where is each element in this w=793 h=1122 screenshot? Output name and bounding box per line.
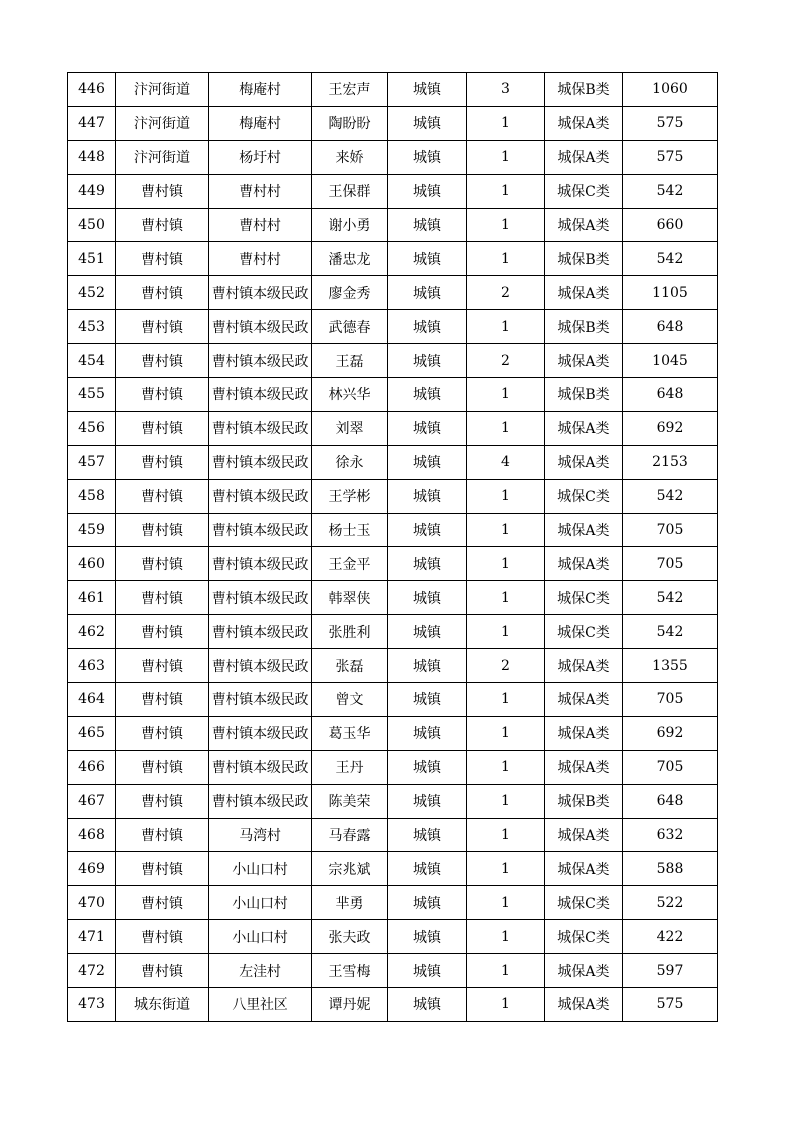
cell-household-count: 1	[467, 411, 545, 445]
table-row	[68, 276, 718, 310]
cell-assistance-class: 城保A类	[545, 106, 623, 140]
cell-street: 汴河街道	[116, 140, 209, 174]
table-row	[68, 784, 718, 818]
cell-amount: 2153	[623, 445, 718, 479]
cell-household-count: 3	[467, 73, 545, 107]
table-row	[68, 818, 718, 852]
cell-household-count: 2	[467, 276, 545, 310]
cell-household-count: 1	[467, 174, 545, 208]
cell-amount: 1355	[623, 649, 718, 683]
cell-area-type: 城镇	[388, 886, 467, 920]
cell-serial-number: 460	[68, 547, 116, 581]
cell-serial-number: 464	[68, 683, 116, 717]
cell-village: 曹村镇本级民政	[209, 344, 312, 378]
cell-area-type: 城镇	[388, 310, 467, 344]
cell-amount: 705	[623, 683, 718, 717]
cell-area-type: 城镇	[388, 73, 467, 107]
cell-village: 曹村村	[209, 174, 312, 208]
cell-street: 曹村镇	[116, 716, 209, 750]
cell-street: 曹村镇	[116, 344, 209, 378]
cell-village: 八里社区	[209, 988, 312, 1022]
cell-assistance-class: 城保A类	[545, 547, 623, 581]
cell-amount: 705	[623, 750, 718, 784]
cell-street: 曹村镇	[116, 174, 209, 208]
cell-name: 谭丹妮	[312, 988, 388, 1022]
cell-serial-number: 462	[68, 615, 116, 649]
cell-name: 王宏声	[312, 73, 388, 107]
cell-village: 曹村镇本级民政	[209, 378, 312, 412]
cell-name: 王丹	[312, 750, 388, 784]
cell-assistance-class: 城保A类	[545, 852, 623, 886]
cell-area-type: 城镇	[388, 106, 467, 140]
cell-area-type: 城镇	[388, 649, 467, 683]
table-row	[68, 378, 718, 412]
cell-name: 徐永	[312, 445, 388, 479]
cell-assistance-class: 城保B类	[545, 242, 623, 276]
table-row	[68, 106, 718, 140]
cell-name: 武德春	[312, 310, 388, 344]
cell-name: 潘忠龙	[312, 242, 388, 276]
cell-assistance-class: 城保A类	[545, 276, 623, 310]
cell-village: 曹村镇本级民政	[209, 716, 312, 750]
cell-serial-number: 456	[68, 411, 116, 445]
cell-assistance-class: 城保A类	[545, 954, 623, 988]
table-row	[68, 73, 718, 107]
cell-street: 曹村镇	[116, 920, 209, 954]
cell-serial-number: 457	[68, 445, 116, 479]
cell-amount: 542	[623, 581, 718, 615]
cell-serial-number: 448	[68, 140, 116, 174]
cell-area-type: 城镇	[388, 716, 467, 750]
cell-amount: 575	[623, 140, 718, 174]
cell-household-count: 1	[467, 106, 545, 140]
cell-street: 曹村镇	[116, 954, 209, 988]
cell-street: 曹村镇	[116, 411, 209, 445]
cell-street: 曹村镇	[116, 615, 209, 649]
cell-street: 曹村镇	[116, 378, 209, 412]
cell-assistance-class: 城保B类	[545, 73, 623, 107]
cell-street: 曹村镇	[116, 683, 209, 717]
cell-name: 王磊	[312, 344, 388, 378]
cell-street: 曹村镇	[116, 852, 209, 886]
cell-street: 曹村镇	[116, 276, 209, 310]
cell-amount: 648	[623, 784, 718, 818]
cell-household-count: 1	[467, 852, 545, 886]
cell-serial-number: 470	[68, 886, 116, 920]
table-row	[68, 547, 718, 581]
cell-household-count: 1	[467, 310, 545, 344]
cell-assistance-class: 城保A类	[545, 683, 623, 717]
cell-amount: 575	[623, 106, 718, 140]
cell-serial-number: 469	[68, 852, 116, 886]
cell-serial-number: 447	[68, 106, 116, 140]
cell-village: 曹村镇本级民政	[209, 479, 312, 513]
cell-name: 杨士玉	[312, 513, 388, 547]
table-row	[68, 140, 718, 174]
cell-area-type: 城镇	[388, 920, 467, 954]
cell-amount: 575	[623, 988, 718, 1022]
table-row	[68, 479, 718, 513]
cell-amount: 422	[623, 920, 718, 954]
cell-amount: 542	[623, 479, 718, 513]
table-row	[68, 716, 718, 750]
cell-household-count: 1	[467, 750, 545, 784]
cell-household-count: 1	[467, 513, 545, 547]
cell-name: 韩翠侠	[312, 581, 388, 615]
cell-name: 谢小勇	[312, 208, 388, 242]
cell-name: 王保群	[312, 174, 388, 208]
cell-village: 曹村镇本级民政	[209, 615, 312, 649]
cell-name: 马春露	[312, 818, 388, 852]
cell-amount: 648	[623, 310, 718, 344]
cell-assistance-class: 城保A类	[545, 140, 623, 174]
table-row	[68, 411, 718, 445]
cell-assistance-class: 城保A类	[545, 513, 623, 547]
cell-amount: 1105	[623, 276, 718, 310]
cell-household-count: 1	[467, 208, 545, 242]
cell-household-count: 1	[467, 784, 545, 818]
cell-village: 左洼村	[209, 954, 312, 988]
table-row	[68, 920, 718, 954]
cell-village: 小山口村	[209, 852, 312, 886]
cell-serial-number: 451	[68, 242, 116, 276]
cell-area-type: 城镇	[388, 581, 467, 615]
cell-name: 芈勇	[312, 886, 388, 920]
cell-household-count: 2	[467, 649, 545, 683]
cell-area-type: 城镇	[388, 547, 467, 581]
cell-name: 葛玉华	[312, 716, 388, 750]
cell-assistance-class: 城保C类	[545, 886, 623, 920]
cell-street: 曹村镇	[116, 310, 209, 344]
cell-name: 张磊	[312, 649, 388, 683]
cell-household-count: 1	[467, 140, 545, 174]
cell-serial-number: 453	[68, 310, 116, 344]
table-row	[68, 344, 718, 378]
cell-street: 曹村镇	[116, 784, 209, 818]
cell-assistance-class: 城保C类	[545, 479, 623, 513]
cell-household-count: 4	[467, 445, 545, 479]
cell-area-type: 城镇	[388, 784, 467, 818]
cell-household-count: 1	[467, 581, 545, 615]
cell-serial-number: 473	[68, 988, 116, 1022]
table-row	[68, 242, 718, 276]
cell-area-type: 城镇	[388, 683, 467, 717]
cell-household-count: 1	[467, 547, 545, 581]
cell-serial-number: 452	[68, 276, 116, 310]
cell-serial-number: 468	[68, 818, 116, 852]
cell-household-count: 2	[467, 344, 545, 378]
cell-assistance-class: 城保A类	[545, 649, 623, 683]
cell-village: 曹村镇本级民政	[209, 547, 312, 581]
table-row	[68, 988, 718, 1022]
cell-village: 杨圩村	[209, 140, 312, 174]
cell-household-count: 1	[467, 818, 545, 852]
table-row	[68, 310, 718, 344]
cell-street: 曹村镇	[116, 513, 209, 547]
cell-village: 曹村镇本级民政	[209, 750, 312, 784]
cell-name: 刘翠	[312, 411, 388, 445]
table-row	[68, 683, 718, 717]
cell-area-type: 城镇	[388, 411, 467, 445]
cell-amount: 705	[623, 547, 718, 581]
cell-assistance-class: 城保A类	[545, 344, 623, 378]
cell-area-type: 城镇	[388, 140, 467, 174]
cell-street: 汴河街道	[116, 73, 209, 107]
table-row	[68, 615, 718, 649]
cell-area-type: 城镇	[388, 276, 467, 310]
cell-amount: 660	[623, 208, 718, 242]
cell-village: 曹村镇本级民政	[209, 276, 312, 310]
cell-amount: 542	[623, 242, 718, 276]
cell-assistance-class: 城保C类	[545, 920, 623, 954]
cell-assistance-class: 城保B类	[545, 784, 623, 818]
cell-street: 曹村镇	[116, 649, 209, 683]
cell-name: 廖金秀	[312, 276, 388, 310]
cell-household-count: 1	[467, 242, 545, 276]
cell-name: 陈美荣	[312, 784, 388, 818]
cell-area-type: 城镇	[388, 750, 467, 784]
table-row	[68, 581, 718, 615]
cell-amount: 705	[623, 513, 718, 547]
cell-household-count: 1	[467, 378, 545, 412]
cell-village: 曹村镇本级民政	[209, 411, 312, 445]
cell-village: 马湾村	[209, 818, 312, 852]
cell-name: 张夫政	[312, 920, 388, 954]
cell-household-count: 1	[467, 886, 545, 920]
table-row	[68, 513, 718, 547]
cell-amount: 692	[623, 716, 718, 750]
cell-amount: 542	[623, 174, 718, 208]
cell-street: 曹村镇	[116, 242, 209, 276]
cell-village: 曹村镇本级民政	[209, 784, 312, 818]
cell-street: 汴河街道	[116, 106, 209, 140]
cell-area-type: 城镇	[388, 174, 467, 208]
cell-village: 曹村镇本级民政	[209, 445, 312, 479]
cell-name: 张胜利	[312, 615, 388, 649]
cell-street: 曹村镇	[116, 445, 209, 479]
cell-assistance-class: 城保C类	[545, 581, 623, 615]
cell-household-count: 1	[467, 988, 545, 1022]
cell-serial-number: 446	[68, 73, 116, 107]
cell-village: 小山口村	[209, 886, 312, 920]
cell-street: 曹村镇	[116, 547, 209, 581]
cell-assistance-class: 城保A类	[545, 445, 623, 479]
cell-serial-number: 472	[68, 954, 116, 988]
cell-serial-number: 449	[68, 174, 116, 208]
cell-serial-number: 459	[68, 513, 116, 547]
cell-serial-number: 461	[68, 581, 116, 615]
cell-serial-number: 465	[68, 716, 116, 750]
cell-serial-number: 463	[68, 649, 116, 683]
cell-amount: 597	[623, 954, 718, 988]
cell-village: 曹村镇本级民政	[209, 513, 312, 547]
cell-village: 梅庵村	[209, 73, 312, 107]
cell-name: 陶盼盼	[312, 106, 388, 140]
table-body	[68, 73, 718, 1022]
cell-assistance-class: 城保C类	[545, 174, 623, 208]
cell-household-count: 1	[467, 920, 545, 954]
cell-village: 曹村村	[209, 242, 312, 276]
cell-assistance-class: 城保A类	[545, 716, 623, 750]
cell-village: 曹村镇本级民政	[209, 649, 312, 683]
cell-name: 王学彬	[312, 479, 388, 513]
cell-amount: 1045	[623, 344, 718, 378]
cell-amount: 1060	[623, 73, 718, 107]
cell-area-type: 城镇	[388, 208, 467, 242]
cell-serial-number: 471	[68, 920, 116, 954]
cell-assistance-class: 城保A类	[545, 818, 623, 852]
table-row	[68, 750, 718, 784]
cell-name: 来娇	[312, 140, 388, 174]
cell-amount: 632	[623, 818, 718, 852]
table-row	[68, 886, 718, 920]
cell-street: 城东街道	[116, 988, 209, 1022]
cell-assistance-class: 城保B类	[545, 378, 623, 412]
cell-area-type: 城镇	[388, 954, 467, 988]
cell-area-type: 城镇	[388, 852, 467, 886]
cell-amount: 522	[623, 886, 718, 920]
cell-serial-number: 467	[68, 784, 116, 818]
cell-name: 宗兆斌	[312, 852, 388, 886]
cell-area-type: 城镇	[388, 818, 467, 852]
cell-name: 王金平	[312, 547, 388, 581]
cell-name: 曾文	[312, 683, 388, 717]
cell-amount: 648	[623, 378, 718, 412]
cell-area-type: 城镇	[388, 513, 467, 547]
cell-household-count: 1	[467, 954, 545, 988]
cell-amount: 692	[623, 411, 718, 445]
cell-village: 曹村镇本级民政	[209, 683, 312, 717]
cell-street: 曹村镇	[116, 886, 209, 920]
cell-village: 梅庵村	[209, 106, 312, 140]
cell-serial-number: 454	[68, 344, 116, 378]
cell-household-count: 1	[467, 479, 545, 513]
table-row	[68, 208, 718, 242]
cell-assistance-class: 城保A类	[545, 750, 623, 784]
cell-area-type: 城镇	[388, 445, 467, 479]
cell-amount: 588	[623, 852, 718, 886]
cell-street: 曹村镇	[116, 818, 209, 852]
cell-street: 曹村镇	[116, 208, 209, 242]
cell-household-count: 1	[467, 716, 545, 750]
cell-serial-number: 455	[68, 378, 116, 412]
table-row	[68, 852, 718, 886]
cell-area-type: 城镇	[388, 479, 467, 513]
cell-assistance-class: 城保A类	[545, 988, 623, 1022]
cell-household-count: 1	[467, 615, 545, 649]
cell-area-type: 城镇	[388, 242, 467, 276]
cell-street: 曹村镇	[116, 581, 209, 615]
cell-assistance-class: 城保C类	[545, 615, 623, 649]
cell-serial-number: 466	[68, 750, 116, 784]
cell-name: 王雪梅	[312, 954, 388, 988]
cell-village: 曹村村	[209, 208, 312, 242]
cell-area-type: 城镇	[388, 378, 467, 412]
cell-street: 曹村镇	[116, 479, 209, 513]
table-row	[68, 954, 718, 988]
cell-serial-number: 458	[68, 479, 116, 513]
cell-household-count: 1	[467, 683, 545, 717]
cell-amount: 542	[623, 615, 718, 649]
cell-area-type: 城镇	[388, 988, 467, 1022]
cell-village: 曹村镇本级民政	[209, 310, 312, 344]
cell-village: 小山口村	[209, 920, 312, 954]
cell-village: 曹村镇本级民政	[209, 581, 312, 615]
cell-assistance-class: 城保A类	[545, 208, 623, 242]
cell-assistance-class: 城保A类	[545, 411, 623, 445]
cell-serial-number: 450	[68, 208, 116, 242]
table-row	[68, 174, 718, 208]
beneficiary-table	[67, 72, 718, 1022]
cell-street: 曹村镇	[116, 750, 209, 784]
table-row	[68, 649, 718, 683]
cell-name: 林兴华	[312, 378, 388, 412]
cell-area-type: 城镇	[388, 344, 467, 378]
table-row	[68, 445, 718, 479]
cell-area-type: 城镇	[388, 615, 467, 649]
cell-assistance-class: 城保B类	[545, 310, 623, 344]
